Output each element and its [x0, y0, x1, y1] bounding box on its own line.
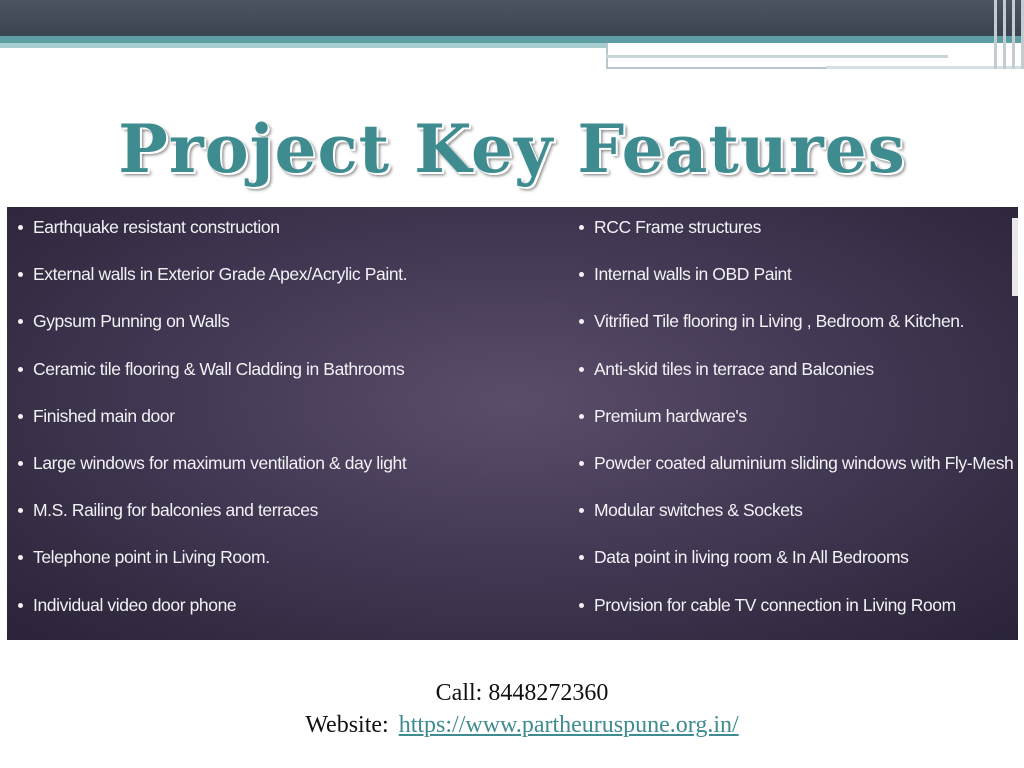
feature-text: Powder coated aluminium sliding windows with Fly-Mesh: [594, 453, 1014, 474]
feature-item: [576, 204, 1016, 251]
bullet-icon: [579, 272, 584, 277]
feature-text: Data point in living room & In All Bedrooms: [594, 547, 909, 568]
feature-text: Internal walls in OBD Paint: [594, 264, 792, 285]
feature-text: Anti-skid tiles in terrace and Balconies: [594, 358, 874, 379]
bullet-icon: [18, 367, 23, 372]
website-label: Website:: [305, 712, 389, 738]
features-right-column: [576, 207, 1016, 629]
feature-item: [576, 440, 1016, 487]
features-panel: [7, 207, 1018, 640]
banner-stripe: [0, 36, 1024, 43]
decorative-bars: [994, 0, 1024, 69]
feature-text: External walls in Exterior Grade Apex/Acrylic Paint.: [33, 264, 408, 285]
feature-text: Individual video door phone: [33, 594, 237, 615]
features-left-column: [15, 207, 555, 629]
feature-item: [576, 487, 1016, 534]
feature-item: [15, 582, 555, 629]
feature-item: [576, 534, 1016, 581]
bullet-icon: [18, 555, 23, 560]
feature-item: [15, 251, 555, 298]
bullet-icon: [579, 367, 584, 372]
slide-title: Project Key Features: [118, 110, 906, 188]
call-number: Call: 8448272360: [435, 680, 609, 706]
feature-text: Earthquake resistant construction: [33, 217, 280, 238]
bullet-icon: [579, 319, 584, 324]
feature-text: Vitrified Tile flooring in Living , Bedroom & Kitchen.: [594, 311, 965, 332]
feature-text: Finished main door: [33, 405, 175, 426]
feature-text: RCC Frame structures: [594, 217, 762, 238]
feature-item: [15, 393, 555, 440]
bullet-icon: [18, 414, 23, 419]
decorative-line: [606, 55, 948, 58]
feature-text: Modular switches & Sockets: [594, 500, 803, 521]
bullet-icon: [18, 461, 23, 466]
website-line: [0, 710, 1024, 740]
bullet-icon: [579, 461, 584, 466]
feature-item: [576, 582, 1016, 629]
feature-item: [15, 440, 555, 487]
feature-text: Ceramic tile flooring & Wall Cladding in Bathrooms: [33, 358, 405, 379]
panel-edge: [1012, 218, 1018, 296]
feature-text: Gypsum Punning on Walls: [33, 311, 230, 332]
feature-text: Provision for cable TV connection in Living Room: [594, 594, 956, 615]
bullet-icon: [18, 319, 23, 324]
feature-item: [15, 487, 555, 534]
bullet-icon: [579, 225, 584, 230]
feature-text: M.S. Railing for balconies and terraces: [33, 500, 318, 521]
bullet-icon: [579, 555, 584, 560]
top-banner: [0, 0, 1024, 36]
feature-item: [15, 346, 555, 393]
bullet-icon: [18, 603, 23, 608]
feature-item: [576, 251, 1016, 298]
feature-item: [576, 346, 1016, 393]
feature-item: [15, 534, 555, 581]
feature-item: [15, 204, 555, 251]
contact-info: [0, 676, 1024, 740]
bullet-icon: [579, 603, 584, 608]
feature-text: Telephone point in Living Room.: [33, 547, 270, 568]
feature-text: Premium hardware's: [594, 405, 747, 426]
feature-item: [576, 298, 1016, 345]
feature-text: Large windows for maximum ventilation & day light: [33, 453, 407, 474]
website-link[interactable]: https://www.partheuruspune.org.in/: [398, 712, 739, 738]
bullet-icon: [579, 508, 584, 513]
feature-item: [15, 298, 555, 345]
bullet-icon: [18, 272, 23, 277]
bullet-icon: [18, 508, 23, 513]
bullet-icon: [18, 225, 23, 230]
feature-item: [576, 393, 1016, 440]
bullet-icon: [579, 414, 584, 419]
